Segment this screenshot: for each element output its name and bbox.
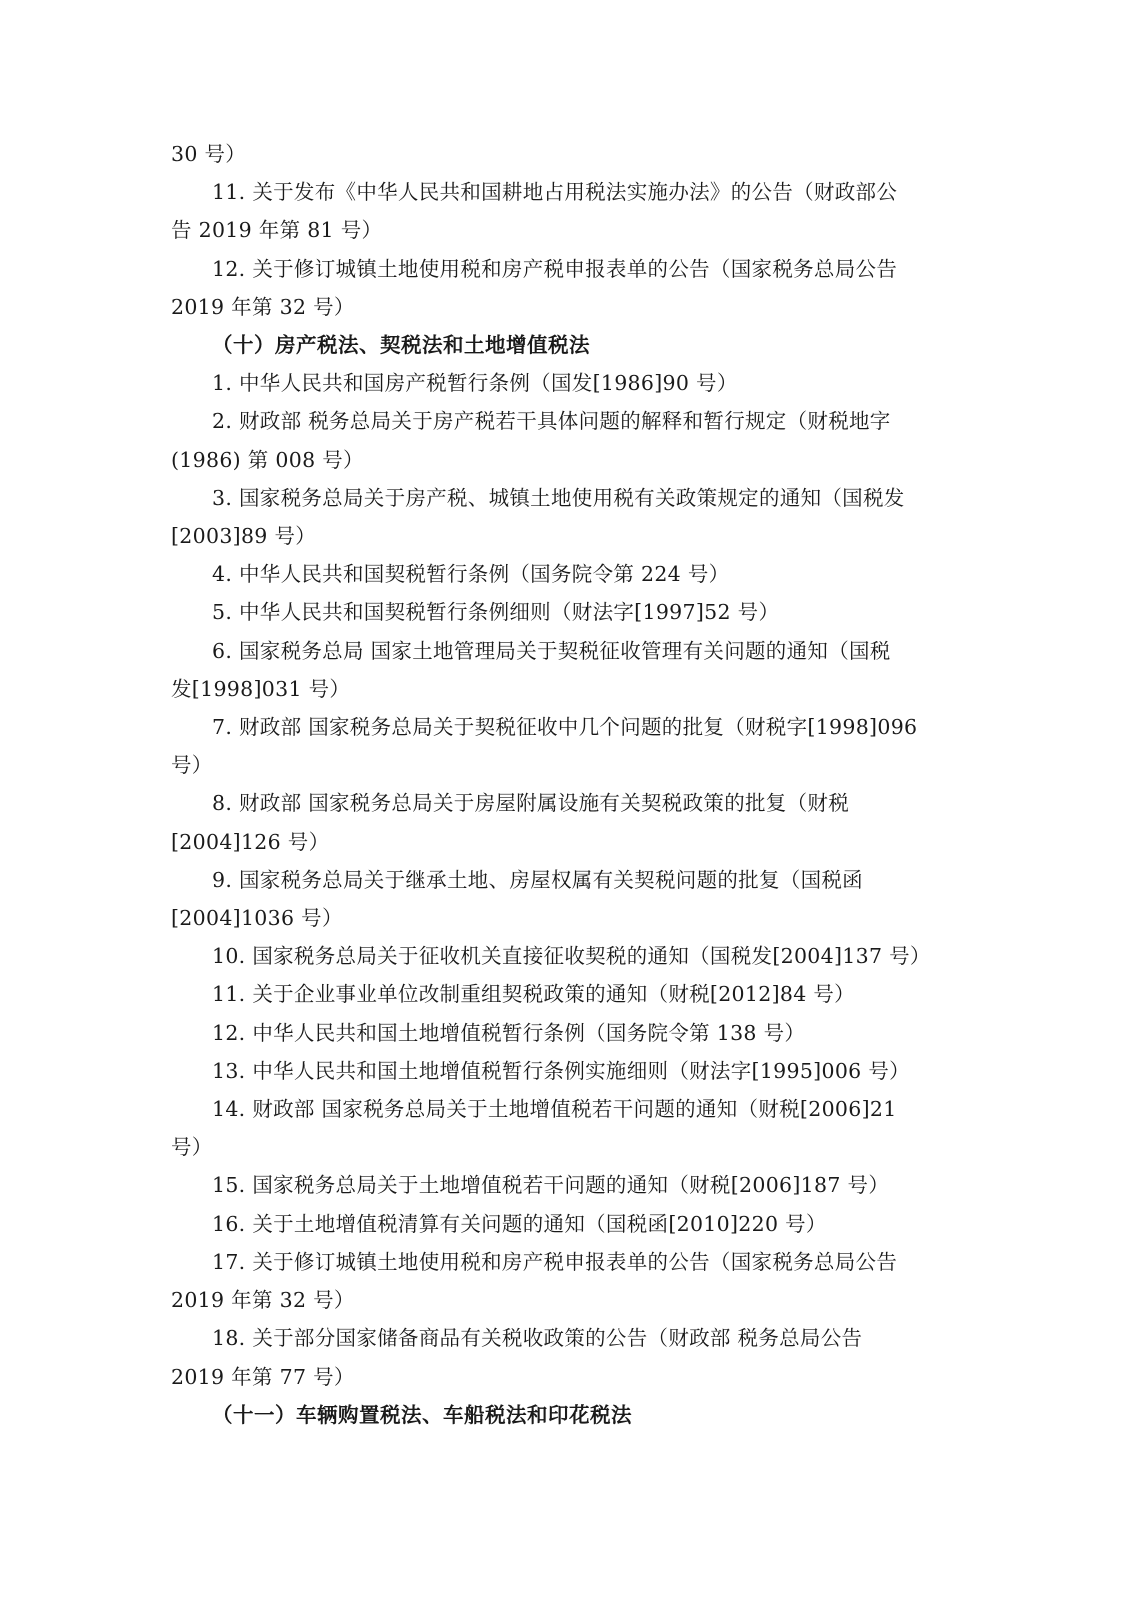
list-item-continuation: (1986) 第 008 号）: [171, 447, 364, 472]
section-heading: （十）房产税法、契税法和土地增值税法: [212, 333, 590, 358]
list-item-continuation: [2003]89 号）: [171, 524, 317, 549]
list-item: 10. 国家税务总局关于征收机关直接征收契税的通知（国税发[2004]137 号）: [212, 944, 931, 969]
list-item: 16. 关于土地增值税清算有关问题的通知（国税函[2010]220 号）: [212, 1211, 827, 1236]
list-item-continuation: 2019 年第 32 号）: [171, 294, 355, 319]
list-item-continuation: 号）: [171, 753, 213, 778]
list-item: 4. 中华人民共和国契税暂行条例（国务院令第 224 号）: [212, 562, 730, 587]
list-item: 5. 中华人民共和国契税暂行条例细则（财法字[1997]52 号）: [212, 600, 780, 625]
list-item: 11. 关于企业事业单位改制重组契税政策的通知（财税[2012]84 号）: [212, 982, 855, 1007]
list-item: 12. 关于修订城镇土地使用税和房产税申报表单的公告（国家税务总局公告: [212, 256, 898, 281]
list-item: 17. 关于修订城镇土地使用税和房产税申报表单的公告（国家税务总局公告: [212, 1249, 898, 1274]
list-item: 15. 国家税务总局关于土地增值税若干问题的通知（财税[2006]187 号）: [212, 1173, 890, 1198]
list-item-continuation: [2004]1036 号）: [171, 906, 343, 931]
document-body: [171, 135, 960, 1434]
list-item: 7. 财政部 国家税务总局关于契税征收中几个问题的批复（财税字[1998]096: [212, 715, 918, 740]
list-item: 2. 财政部 税务总局关于房产税若干具体问题的解释和暂行规定（财税地字: [212, 409, 891, 434]
list-item: 3. 国家税务总局关于房产税、城镇土地使用税有关政策规定的通知（国税发: [212, 485, 905, 510]
list-item-continuation: 发[1998]031 号）: [171, 676, 351, 701]
list-item: 6. 国家税务总局 国家土地管理局关于契税征收管理有关问题的通知（国税: [212, 638, 891, 663]
list-item-continuation: 号）: [171, 1135, 213, 1160]
list-item-continuation: 告 2019 年第 81 号）: [171, 218, 383, 243]
list-item-continuation: [2004]126 号）: [171, 829, 330, 854]
list-item-continuation: 2019 年第 32 号）: [171, 1288, 355, 1313]
list-item: 12. 中华人民共和国土地增值税暂行条例（国务院令第 138 号）: [212, 1020, 806, 1045]
list-item: 13. 中华人民共和国土地增值税暂行条例实施细则（财法字[1995]006 号）: [212, 1058, 910, 1083]
list-item: 14. 财政部 国家税务总局关于土地增值税若干问题的通知（财税[2006]21: [212, 1097, 897, 1122]
list-item: 11. 关于发布《中华人民共和国耕地占用税法实施办法》的公告（财政部公: [212, 180, 898, 205]
list-item-continuation: 2019 年第 77 号）: [171, 1364, 355, 1389]
list-item: 18. 关于部分国家储备商品有关税收政策的公告（财政部 税务总局公告: [212, 1326, 863, 1351]
section-heading: （十一）车辆购置税法、车船税法和印花税法: [212, 1402, 632, 1427]
list-item: 9. 国家税务总局关于继承土地、房屋权属有关契税问题的批复（国税函: [212, 867, 863, 892]
list-item-continuation: 30 号）: [171, 142, 247, 166]
list-item: 8. 财政部 国家税务总局关于房屋附属设施有关契税政策的批复（财税: [212, 791, 849, 816]
list-item: 1. 中华人民共和国房产税暂行条例（国发[1986]90 号）: [212, 371, 738, 396]
